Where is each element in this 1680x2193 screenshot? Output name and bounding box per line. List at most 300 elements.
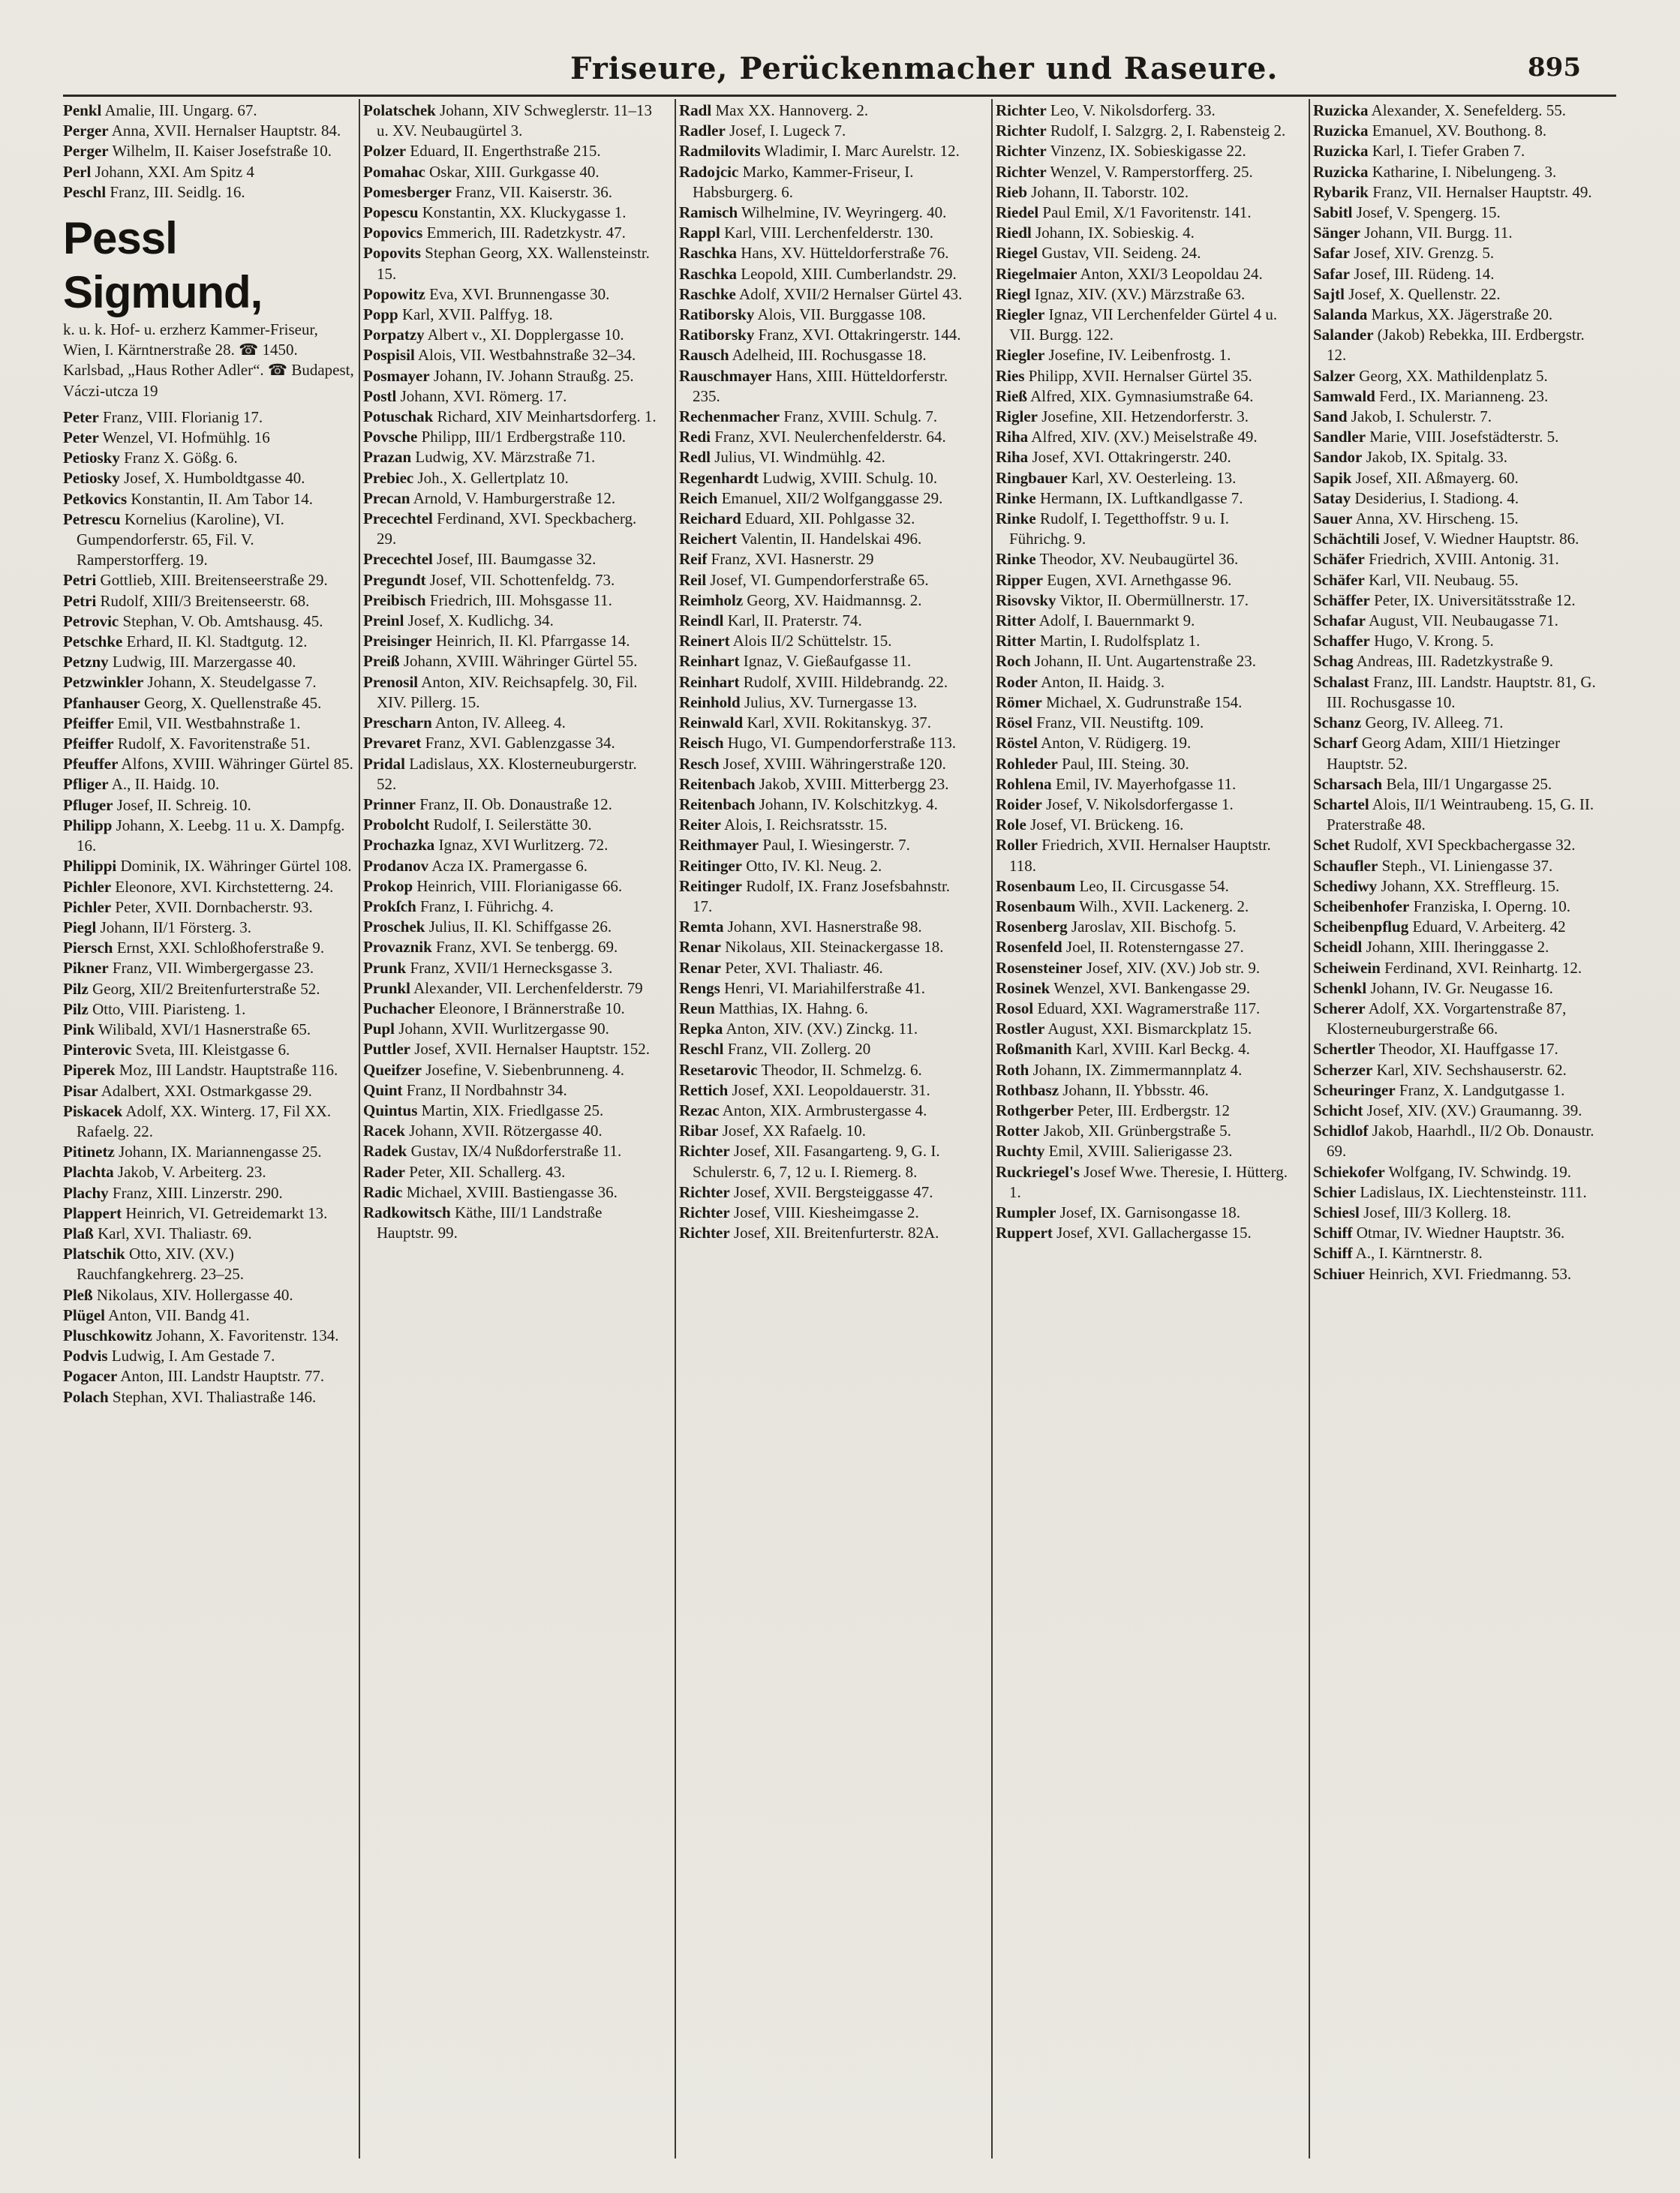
directory-entry <box>996 1141 1290 1161</box>
entry-surname: Puchacher <box>363 999 435 1017</box>
entry-surname: Pfluger <box>63 795 113 814</box>
entry-surname: Schäfer <box>1313 550 1365 569</box>
entry-surname: Ruchty <box>996 1142 1045 1161</box>
directory-entry <box>363 713 657 733</box>
entry-surname: Salanda <box>1313 305 1368 324</box>
entry-surname: Reil <box>679 570 707 589</box>
entry-surname: Resch <box>679 754 720 773</box>
directory-entry <box>63 979 357 999</box>
entry-details: Adelheid, III. Rochusgasse 18. <box>732 346 927 365</box>
directory-entry <box>1313 590 1607 611</box>
directory-entry <box>1313 1039 1607 1059</box>
directory-entry <box>679 305 973 325</box>
entry-details: Michael, XVIII. Bastiengasse 36. <box>406 1182 618 1201</box>
entry-surname: Petkovics <box>63 489 128 508</box>
directory-entry <box>679 529 973 549</box>
entry-details: Josef, V. Spengerg. 15. <box>1356 203 1501 222</box>
directory-entry <box>1313 264 1607 284</box>
entry-details: Otto, VIII. Piaristeng. 1. <box>92 999 246 1018</box>
entry-surname: Repka <box>679 1020 723 1038</box>
directory-entry <box>63 632 357 652</box>
entry-surname: Sandor <box>1313 448 1363 467</box>
entry-surname: Prokſch <box>363 897 416 915</box>
entry-details: Friedrich, XVII. Hernalser Hauptstr. 118. <box>1009 836 1271 875</box>
column-divider <box>1309 99 1310 2158</box>
entry-surname: Pomesberger <box>363 182 452 201</box>
directory-entry <box>679 162 973 203</box>
entry-details: Franz, VII. Neustiftg. 109. <box>1036 713 1204 732</box>
directory-entry <box>996 366 1290 386</box>
entry-details: Georg, XV. Haidmannsg. 2. <box>747 590 922 609</box>
entry-details: Josef, XXI. Leopoldauerstr. 31. <box>732 1080 930 1099</box>
entry-details: Johann, X. Steudelgasse 7. <box>147 673 317 692</box>
entry-surname: Petri <box>63 591 97 610</box>
directory-entry <box>679 611 973 631</box>
directory-entry <box>679 427 973 447</box>
directory-entry <box>996 386 1290 407</box>
directory-entry <box>679 121 973 141</box>
entry-details: Rudolf, XIII/3 Breitenseerstr. 68. <box>100 591 310 610</box>
directory-entry <box>1313 917 1607 937</box>
directory-entry <box>63 428 357 448</box>
directory-entry <box>63 1244 357 1284</box>
entry-surname: Radojcic <box>679 162 739 181</box>
entry-surname: Reitinger <box>679 876 742 895</box>
entry-surname: Piegl <box>63 918 97 936</box>
directory-entry <box>679 407 973 427</box>
directory-entry <box>679 631 973 651</box>
entry-surname: Povsche <box>363 428 418 446</box>
directory-entry <box>996 774 1290 795</box>
entry-surname: Riegler <box>996 346 1045 365</box>
entry-details: Josef, XX Rafaelg. 10. <box>722 1122 867 1140</box>
entry-surname: Rumpler <box>996 1203 1056 1221</box>
entry-details: Nikolaus, XIV. Hollergasse 40. <box>96 1285 293 1304</box>
entry-details: Konstantin, II. Am Tabor 14. <box>131 489 313 508</box>
entry-details: Johann, XX. Streffleurg. 15. <box>1381 876 1560 895</box>
directory-entry <box>363 1019 657 1039</box>
directory-entry <box>996 917 1290 937</box>
entry-details: Heinrich, XVI. Friedmanng. 53. <box>1369 1264 1572 1283</box>
entry-details: Johann, XVIII. Währinger Gürtel 55. <box>403 652 638 671</box>
entry-details: Eduard, XXI. Wagramerstraße 117. <box>1037 999 1261 1017</box>
entry-surname: Prunkl <box>363 978 411 997</box>
entry-details: Rudolf, I. Seilerstätte 30. <box>433 816 592 834</box>
directory-entry <box>63 693 357 713</box>
directory-entry <box>996 243 1290 263</box>
entry-surname: Radler <box>679 122 726 140</box>
entry-details: Josef, XII. Aßmayerg. 60. <box>1355 468 1519 487</box>
entry-details: Josef, XII. Fasangarteng. 9, G. I. Schulerstr. 6, 7, 12 u. I. Riemerg. 8. <box>693 1142 940 1181</box>
directory-entry <box>63 856 357 876</box>
directory-entry <box>63 1162 357 1182</box>
entry-surname: Schag <box>1313 652 1354 671</box>
entry-surname: Schächtili <box>1313 530 1380 548</box>
directory-entry <box>363 468 657 488</box>
entry-details: Desiderius, I. Stadiong. 4. <box>1354 488 1519 507</box>
directory-entry <box>996 795 1290 815</box>
entry-details: Julius, XV. Turnergasse 13. <box>744 692 918 711</box>
entry-details: Emil, VII. Westbahnstraße 1. <box>117 713 301 732</box>
entry-details: Franz, XIII. Linzerstr. 290. <box>112 1183 283 1202</box>
entry-details: Anton, II. Haidg. 3. <box>1041 672 1165 691</box>
entry-details: Otto, IV. Kl. Neug. 2. <box>746 856 882 875</box>
directory-entry <box>996 1060 1290 1080</box>
entry-surname: Petzwinkler <box>63 673 144 692</box>
entry-surname: Pichler <box>63 897 112 916</box>
directory-entry <box>679 692 973 713</box>
directory-entry <box>63 468 357 488</box>
directory-entry <box>63 938 357 958</box>
entry-surname: Prebiec <box>363 468 414 487</box>
entry-surname: Rosensteiner <box>996 958 1083 977</box>
entry-details: Joh., X. Gellertplatz 10. <box>417 468 569 487</box>
entry-surname: Puttler <box>363 1040 410 1059</box>
entry-surname: Schaufler <box>1313 856 1378 875</box>
entry-surname: Reichert <box>679 530 737 548</box>
entry-details: Eduard, II. Engerthstraße 215. <box>410 142 601 161</box>
directory-entry <box>63 1142 357 1162</box>
entry-surname: Reinhart <box>679 652 740 671</box>
entry-surname: Rösel <box>996 713 1032 732</box>
entry-details: Jakob, XII. Grünbergstraße 5. <box>1043 1122 1231 1140</box>
directory-entry <box>1313 509 1607 529</box>
entry-surname: Popovits <box>363 244 422 263</box>
directory-entry <box>363 754 657 795</box>
directory-entry <box>363 856 657 876</box>
directory-entry <box>1313 1223 1607 1243</box>
entry-surname: Philippi <box>63 857 117 876</box>
entry-surname: Petrescu <box>63 509 121 528</box>
entry-surname: Plachy <box>63 1183 109 1202</box>
entry-surname: Resetarovic <box>679 1060 758 1079</box>
entry-surname: Reithmayer <box>679 836 759 855</box>
entry-details: Peter, III. Erdbergstr. 12 <box>1077 1101 1230 1119</box>
directory-entry <box>63 1081 357 1101</box>
directory-entry <box>363 345 657 365</box>
entry-details: Friedrich, XVIII. Antonig. 31. <box>1369 550 1559 569</box>
column-divider <box>359 99 360 2158</box>
entry-surname: Richter <box>679 1203 730 1221</box>
directory-entry <box>63 591 357 611</box>
entry-details: Alfred, XIV. (XV.) Meiselstraße 49. <box>1031 428 1258 446</box>
entry-details: Alois II/2 Schüttelstr. 15. <box>732 632 892 650</box>
entry-surname: Reinhart <box>679 672 740 691</box>
directory-entry <box>996 1039 1290 1059</box>
entry-surname: Preiß <box>363 652 400 671</box>
directory-entry <box>679 1141 973 1182</box>
entry-surname: Postl <box>363 386 397 405</box>
entry-details: Adolf, I. Bauernmarkt 9. <box>1038 611 1195 630</box>
directory-entry <box>363 999 657 1019</box>
entry-details: Anton, XIV. Reichsapfelg. 30, Fil. XIV. Pillerg. 15. <box>377 672 638 711</box>
directory-entry <box>1313 937 1607 957</box>
entry-details: Peter, XVI. Thaliastr. 46. <box>725 958 883 977</box>
entry-details: Johann, XVI. Römerg. 17. <box>400 386 567 405</box>
entry-surname: Reinwald <box>679 713 744 732</box>
entry-details: Josef, II. Schreig. 10. <box>116 795 251 814</box>
directory-entry <box>363 447 657 467</box>
entry-surname: Remta <box>679 918 724 936</box>
entry-surname: Rinke <box>996 509 1036 528</box>
entry-details: Hans, XIII. Hütteldorferstr. 235. <box>693 366 948 405</box>
entry-surname: Pilz <box>63 979 89 998</box>
entry-surname: Schafar <box>1313 611 1366 630</box>
entry-details: Ferdinand, XVI. Speckbacherg. 29. <box>377 509 637 548</box>
entry-details: Ferd., IX. Marianneng. 23. <box>1379 386 1549 405</box>
entry-details: Otmar, IV. Wiedner Hauptstr. 36. <box>1356 1224 1565 1242</box>
directory-entry <box>63 1326 357 1346</box>
directory-entry <box>679 713 973 733</box>
entry-details: Andreas, III. Radetzkystraße 9. <box>1356 652 1554 671</box>
directory-entry <box>1313 713 1607 733</box>
entry-surname: Pupl <box>363 1020 395 1038</box>
ad-business-name: Pessl Sigmund, <box>63 213 263 318</box>
entry-surname: Scheiwein <box>1313 958 1381 977</box>
directory-entry <box>996 897 1290 917</box>
entry-details: Franz, XVI. Gablenzgasse 34. <box>425 734 615 753</box>
column-divider <box>991 99 993 2158</box>
entry-surname: Riegl <box>996 284 1031 303</box>
directory-entry <box>363 958 657 978</box>
entry-details: Ignaz, V. Gießaufgasse 11. <box>743 652 912 671</box>
entry-details: Johann, II. Unt. Augartenstraße 23. <box>1034 652 1257 671</box>
entry-surname: Pleß <box>63 1285 93 1304</box>
directory-entry <box>1313 631 1607 651</box>
directory-entry <box>363 611 657 631</box>
directory-entry <box>63 141 357 161</box>
entry-surname: Pilz <box>63 999 89 1018</box>
entry-details: Oskar, XIII. Gurkgasse 40. <box>429 162 600 181</box>
entry-details: Alexander, X. Senefelderg. 55. <box>1371 101 1567 119</box>
directory-entry <box>679 1203 973 1223</box>
entry-details: Franz, III. Seidlg. 16. <box>110 182 245 201</box>
directory-entry <box>679 795 973 815</box>
directory-entry <box>996 937 1290 957</box>
entry-details: Friedrich, III. Mohsgasse 11. <box>429 590 612 609</box>
entry-surname: Roßmanith <box>996 1040 1072 1059</box>
entry-surname: Ries <box>996 366 1025 385</box>
entry-details: Steph., VI. Liniengasse 37. <box>1381 856 1553 875</box>
entry-surname: Pisar <box>63 1081 98 1100</box>
directory-entry <box>996 713 1290 733</box>
entry-surname: Rieß <box>996 386 1027 405</box>
entry-surname: Pospisil <box>363 346 415 365</box>
directory-entry <box>996 407 1290 427</box>
entry-surname: Schiesl <box>1313 1203 1360 1221</box>
directory-entry <box>1313 427 1607 447</box>
entry-details: Bela, III/1 Ungargasse 25. <box>1386 774 1552 793</box>
entry-details: Anton, III. Landstr Hauptstr. 77. <box>120 1367 325 1386</box>
entry-details: Josef, XVII. Hernalser Hauptstr. 152. <box>414 1040 650 1059</box>
directory-entry <box>996 1080 1290 1101</box>
directory-entry <box>1313 958 1607 978</box>
entry-surname: Rinke <box>996 488 1036 507</box>
entry-details: Johann, XIII. Iheringgasse 2. <box>1366 938 1549 957</box>
entry-details: Peter, XVII. Dornbacherstr. 93. <box>115 897 313 916</box>
entry-surname: Ripper <box>996 570 1043 589</box>
entry-surname: Rosenbaum <box>996 897 1076 915</box>
directory-entry <box>679 284 973 305</box>
entry-surname: Reiter <box>679 816 721 834</box>
entry-surname: Schiuer <box>1313 1264 1365 1283</box>
entry-surname: Schicht <box>1313 1101 1363 1119</box>
entry-details: Moz, III Landstr. Hauptstraße 116. <box>119 1061 338 1080</box>
entry-details: Josef, VIII. Kiesheimgasse 2. <box>733 1203 919 1221</box>
entry-details: Henri, VI. Mariahilferstraße 41. <box>724 978 925 997</box>
directory-entry <box>1313 182 1607 203</box>
entry-details: Franz, II Nordbahnstr 34. <box>406 1080 567 1099</box>
directory-entry <box>679 1101 973 1121</box>
entry-details: Alois, VII. Burggasse 108. <box>757 305 926 324</box>
directory-entry <box>1313 570 1607 590</box>
entry-details: Hugo, V. Krong. 5. <box>1374 632 1494 650</box>
entry-surname: Schet <box>1313 836 1350 855</box>
directory-entry <box>996 1019 1290 1039</box>
directory-entry <box>363 1121 657 1141</box>
directory-entry <box>63 121 357 141</box>
entry-surname: Reschl <box>679 1040 724 1059</box>
entry-surname: Schanz <box>1313 713 1362 732</box>
entry-details: Josef, XVI. Gallachergasse 15. <box>1056 1224 1252 1242</box>
entry-surname: Schalast <box>1313 672 1369 691</box>
entry-surname: Potuschak <box>363 407 434 426</box>
entry-surname: Pogacer <box>63 1367 118 1386</box>
entry-details: Johann, X. Leebg. 11 u. X. Dampfg. 16. <box>77 816 345 855</box>
entry-surname: Rotter <box>996 1122 1040 1140</box>
entry-surname: Ramisch <box>679 203 738 222</box>
directory-entry <box>1313 223 1607 243</box>
directory-entry <box>679 978 973 999</box>
directory-entry <box>679 101 973 121</box>
entry-surname: Ringbauer <box>996 468 1068 487</box>
directory-entry <box>1313 284 1607 305</box>
directory-entry <box>996 1101 1290 1121</box>
directory-entry <box>1313 795 1607 835</box>
directory-entry <box>363 203 657 223</box>
directory-entry <box>679 203 973 223</box>
entry-surname: Pluschkowitz <box>63 1326 153 1344</box>
entry-surname: Racek <box>363 1122 405 1140</box>
entry-surname: Rader <box>363 1162 405 1181</box>
entry-details: Otto, XIV. (XV.) Rauchfangkehrerg. 23–25. <box>77 1245 244 1284</box>
entry-surname: Riegler <box>996 305 1045 324</box>
entry-surname: Renar <box>679 958 721 977</box>
entry-details: Gustav, IX/4 Nußdorferstraße 11. <box>410 1142 622 1161</box>
entry-surname: Queifzer <box>363 1060 422 1079</box>
directory-entry <box>996 141 1290 161</box>
entry-surname: Richter <box>679 1142 730 1161</box>
directory-entry <box>996 468 1290 488</box>
entry-surname: Riegel <box>996 244 1038 263</box>
entry-details: Jakob, IX. Spitalg. 33. <box>1366 448 1508 467</box>
directory-entry <box>1313 611 1607 631</box>
entry-details: Anna, XVII. Hernalser Hauptstr. 84. <box>111 122 341 140</box>
directory-entry <box>996 611 1290 631</box>
entry-details: Adalbert, XXI. Ostmarkgasse 29. <box>101 1081 312 1100</box>
directory-entry <box>1313 651 1607 671</box>
entry-details: Johann, II. Taborstr. 102. <box>1031 182 1189 201</box>
entry-details: Theodor, XI. Hauffgasse 17. <box>1378 1040 1558 1059</box>
directory-entry <box>996 488 1290 509</box>
directory-entry <box>679 876 973 917</box>
directory-entry <box>996 223 1290 243</box>
entry-details: Anna, XV. Hirscheng. 15. <box>1355 509 1519 528</box>
entry-surname: Posmayer <box>363 366 430 385</box>
entry-details: Alois, I. Reichsratsstr. 15. <box>724 816 888 834</box>
directory-entry <box>63 1183 357 1203</box>
entry-details: Ignaz, VII Lerchenfelder Gürtel 4 u. VII. Burgg. 122. <box>1009 305 1278 344</box>
entry-details: Paul, I. Wiesingerstr. 7. <box>762 836 910 855</box>
directory-entry <box>363 631 657 651</box>
directory-entry <box>363 835 657 855</box>
directory-entry <box>996 815 1290 835</box>
directory-entry <box>996 692 1290 713</box>
directory-entry <box>1313 468 1607 488</box>
entry-details: Josef, XIV. (XV.) Graumanng. 39. <box>1366 1101 1582 1119</box>
entry-surname: Roller <box>996 836 1038 855</box>
entry-surname: Ritter <box>996 632 1036 650</box>
entry-surname: Riedel <box>996 203 1039 222</box>
directory-entry <box>679 1060 973 1080</box>
entry-details: Rudolf, I. Salzgrg. 2, I. Rabensteig 2. <box>1050 122 1286 140</box>
entry-surname: Richter <box>996 162 1047 181</box>
directory-entry <box>1313 325 1607 365</box>
entry-details: Johann, II/1 Försterg. 3. <box>100 918 252 936</box>
directory-entry <box>63 1101 357 1142</box>
entry-surname: Prochazka <box>363 836 435 855</box>
directory-entry <box>679 999 973 1019</box>
entry-details: Franz, II. Ob. Donaustraße 12. <box>419 795 612 813</box>
directory-entry <box>679 488 973 509</box>
entry-surname: Quint <box>363 1080 403 1099</box>
entry-surname: Sajtl <box>1313 284 1345 303</box>
entry-details: Viktor, II. Obermüllnerstr. 17. <box>1059 590 1249 609</box>
entry-surname: Schiekofer <box>1313 1162 1385 1181</box>
directory-entry <box>679 733 973 753</box>
directory-entry <box>363 733 657 753</box>
directory-entry <box>63 1020 357 1040</box>
entry-surname: Prinner <box>363 795 416 813</box>
directory-entry <box>63 1387 357 1407</box>
entry-surname: Role <box>996 816 1026 834</box>
entry-details: Rudolf, X. Favoritenstraße 51. <box>117 735 311 753</box>
entry-surname: Sapik <box>1313 468 1352 487</box>
entry-surname: Pfeiffer <box>63 713 114 732</box>
entry-surname: Ratiborsky <box>679 305 755 324</box>
entry-details: Alois, VII. Westbahnstraße 32–34. <box>417 346 636 365</box>
directory-entry <box>1313 386 1607 407</box>
directory-entry <box>363 795 657 815</box>
entry-details: Gottlieb, XIII. Breitenseerstraße 29. <box>100 571 328 590</box>
entry-details: Josef, VII. Schottenfeldg. 73. <box>429 570 615 589</box>
entry-surname: Sand <box>1313 407 1348 426</box>
directory-entry <box>996 978 1290 999</box>
entry-surname: Pfeiffer <box>63 735 114 753</box>
directory-column-4 <box>996 101 1290 2156</box>
entry-surname: Plügel <box>63 1305 105 1324</box>
entry-details: Leopold, XIII. Cumberlandstr. 29. <box>741 264 957 283</box>
directory-entry <box>1313 733 1607 774</box>
entry-surname: Reimholz <box>679 590 744 609</box>
entry-details: Rudolf, XVIII. Hildebrandg. 22. <box>743 672 948 691</box>
directory-entry <box>996 121 1290 141</box>
entry-details: Alfons, XVIII. Währinger Gürtel 85. <box>121 755 353 774</box>
entry-surname: Reinhold <box>679 692 741 711</box>
entry-surname: Rappl <box>679 224 720 242</box>
entry-details: Johann, IX. Mariannengasse 25. <box>119 1143 322 1161</box>
directory-entry <box>996 447 1290 467</box>
